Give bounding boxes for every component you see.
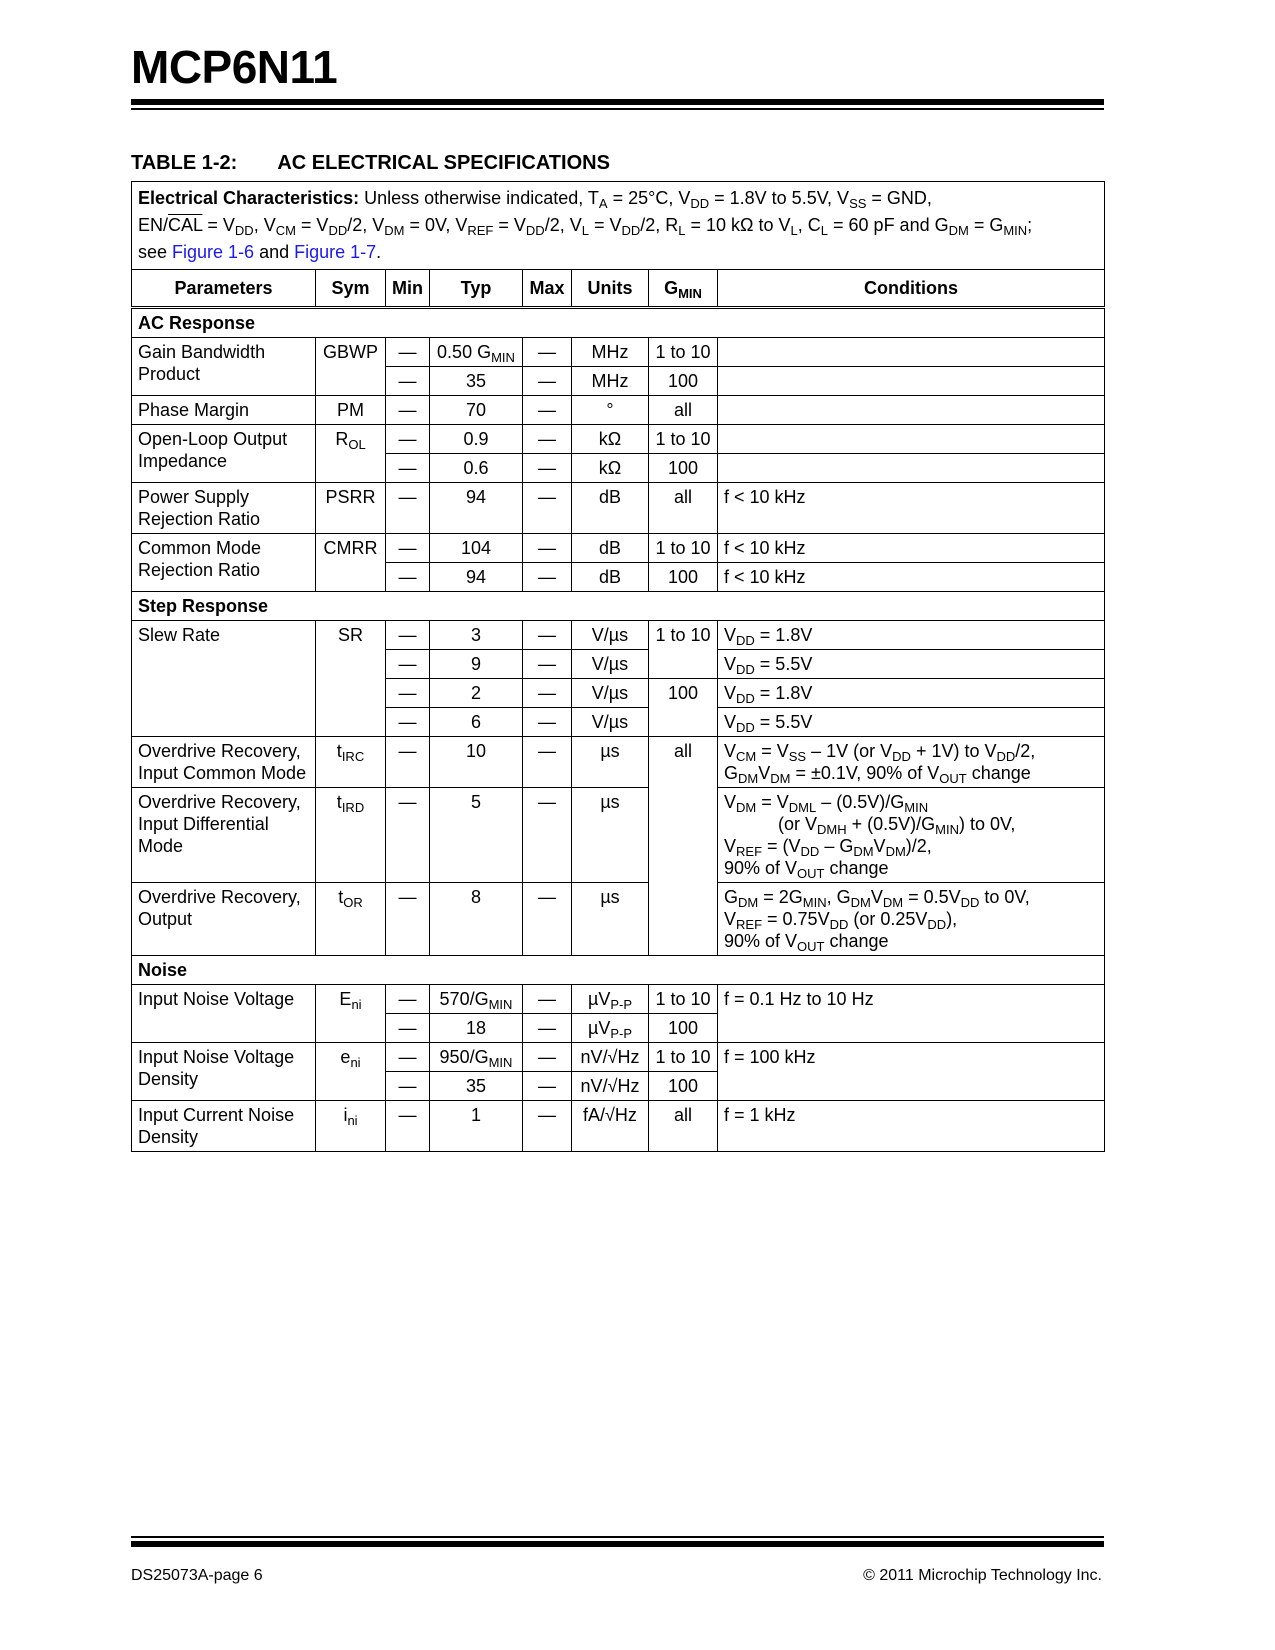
ac-specifications-table	[131, 181, 1105, 1152]
header-max: Max	[523, 270, 572, 308]
param-gbwp: Gain Bandwidth Product	[132, 338, 316, 396]
table-row: — 94 — dB 100 f < 10 kHz	[132, 563, 1105, 592]
table-row: Common Mode Rejection Ratio CMRR — 104 — dB 1 to 10 f < 10 kHz	[132, 534, 1105, 563]
param-pm: Phase Margin	[132, 396, 316, 425]
table-row: Phase Margin PM — 70 — ° all	[132, 396, 1105, 425]
section-row	[132, 592, 1105, 621]
param-tird: Overdrive Recovery, Input Differential Mode	[132, 788, 316, 883]
figure-1-6-link[interactable]: Figure 1-6	[172, 242, 255, 262]
header-parameters: Parameters	[132, 270, 316, 308]
sym-gbwp: GBWP	[316, 338, 386, 396]
table-title	[131, 152, 610, 175]
table-row: Power Supply Rejection Ratio PSRR — 94 — dB all f < 10 kHz	[132, 483, 1105, 534]
electrical-characteristics: Electrical Characteristics: Unless otherwise indicated, $T_A = 25^\circ C$, $V_{DD} = 1.8V$ to 5.5V, $V_{SS}$ = GND, $EN/\overline{CAL} = V_{DD}$, $V_{CM} = V_{DD}/2$, $V_{DM} = 0V$, $V_{REF} = V_{DD}/2$, $V_L = V_{DD}/2$, $R_L = 10$ kΩ to $V_L$, $C_L = 60$ pF and $G_{DM} = G_{MIN}$; see Figure 1-6 and Figure 1-7.	[132, 182, 1105, 270]
footer-copyright: © 2011 Microchip Technology Inc.	[863, 1567, 1102, 1584]
section-noise: Noise	[132, 956, 1105, 985]
table-label: TABLE 1-2:	[131, 152, 238, 174]
table-row: Input Noise Voltage $E_{ni}$ — $570/G_{MIN}$ — µV$_{P-P}$ 1 to 10 f = 0.1 Hz to 10 Hz	[132, 985, 1105, 1014]
section-ac-response: AC Response	[132, 308, 1105, 338]
param-psrr: Power Supply Rejection Ratio	[132, 483, 316, 534]
param-slew-rate: Slew Rate	[132, 621, 316, 737]
table-row: Input Noise Voltage Density $e_{ni}$ — $950/G_{MIN}$ — nV/√Hz 1 to 10 f = 100 kHz	[132, 1043, 1105, 1072]
header-rule-thick	[131, 99, 1104, 105]
table-row: — 18 — µV$_{P-P}$ 100	[132, 1014, 1105, 1043]
header-units: Units	[572, 270, 649, 308]
table-row: Overdrive Recovery, Output $t_{OR}$ — 8 — µs $G_{DM} = 2G_{MIN}$, $G_{DM}V_{DM} = 0.5V_{DD}$ to 0V, $V_{REF} = 0.75V_{DD}$ (or $0.25V_{DD}$), 90% of $V_{OUT}$ change	[132, 883, 1105, 956]
figure-1-7-link[interactable]: Figure 1-7	[294, 242, 377, 262]
param-eni: Input Noise Voltage	[132, 985, 316, 1043]
table-row: Slew Rate SR — 3 — V/µs 1 to 10 $V_{DD} = 1.8V$	[132, 621, 1105, 650]
header-min: Min	[386, 270, 430, 308]
header-row	[132, 270, 1105, 308]
table-row: Input Current Noise Density $i_{ni}$ — 1 — fA/√Hz all f = 1 kHz	[132, 1101, 1105, 1152]
param-cmrr: Common Mode Rejection Ratio	[132, 534, 316, 592]
header-rule-thin	[131, 108, 1104, 110]
footer-rule-thin	[131, 1536, 1104, 1538]
table-row: — 0.6 — kΩ 100	[132, 454, 1105, 483]
param-eni-density: Input Noise Voltage Density	[132, 1043, 316, 1101]
section-row	[132, 956, 1105, 985]
header-typ: Typ	[430, 270, 523, 308]
document-title: MCP6N11	[131, 41, 338, 93]
param-tor: Overdrive Recovery, Output	[132, 883, 316, 956]
table-row: — 35 — MHz 100	[132, 367, 1105, 396]
table-row: Overdrive Recovery, Input Common Mode $t_{IRC}$ — 10 — µs all $V_{CM} = V_{SS} - 1V$ (or $V_{DD} + 1V$) to $V_{DD}/2$, $G_{DM}V_{DM} = \pm 0.1V$, 90% of $V_{OUT}$ change	[132, 737, 1105, 788]
section-step-response: Step Response	[132, 592, 1105, 621]
table-row: — 9 — V/µs $V_{DD} = 5.5V$	[132, 650, 1105, 679]
footer-rule-thick	[131, 1541, 1104, 1547]
table-row: — 35 — nV/√Hz 100	[132, 1072, 1105, 1101]
table-name: AC ELECTRICAL SPECIFICATIONS	[277, 152, 610, 174]
header-conditions: Conditions	[718, 270, 1105, 308]
param-tirc: Overdrive Recovery, Input Common Mode	[132, 737, 316, 788]
table-row: Overdrive Recovery, Input Differential Mode $t_{IRD}$ — 5 — µs $V_{DM} = V_{DML} - (0.5V)/G_{MIN}$ (or $V_{DMH} + (0.5V)/G_{MIN}$) to 0V, $V_{REF} = (V_{DD} - G_{DM}V_{DM})/2$, 90% of $V_{OUT}$ change	[132, 788, 1105, 883]
table-row: Open-Loop Output Impedance $R_{OL}$ — 0.9 — kΩ 1 to 10	[132, 425, 1105, 454]
table-row: Gain Bandwidth Product GBWP — 0.50 $G_{MIN}$ — MHz 1 to 10	[132, 338, 1105, 367]
table-row: — 6 — V/µs $V_{DD} = 5.5V$	[132, 708, 1105, 737]
section-row	[132, 308, 1105, 338]
table-row: — 2 — V/µs 100 $V_{DD} = 1.8V$	[132, 679, 1105, 708]
param-rol: Open-Loop Output Impedance	[132, 425, 316, 483]
header-sym: Sym	[316, 270, 386, 308]
param-ini: Input Current Noise Density	[132, 1101, 316, 1152]
header-gmin: $G_{MIN}$	[649, 270, 718, 308]
footer-page-id: DS25073A-page 6	[131, 1567, 263, 1584]
electrical-characteristics-row	[132, 182, 1105, 270]
